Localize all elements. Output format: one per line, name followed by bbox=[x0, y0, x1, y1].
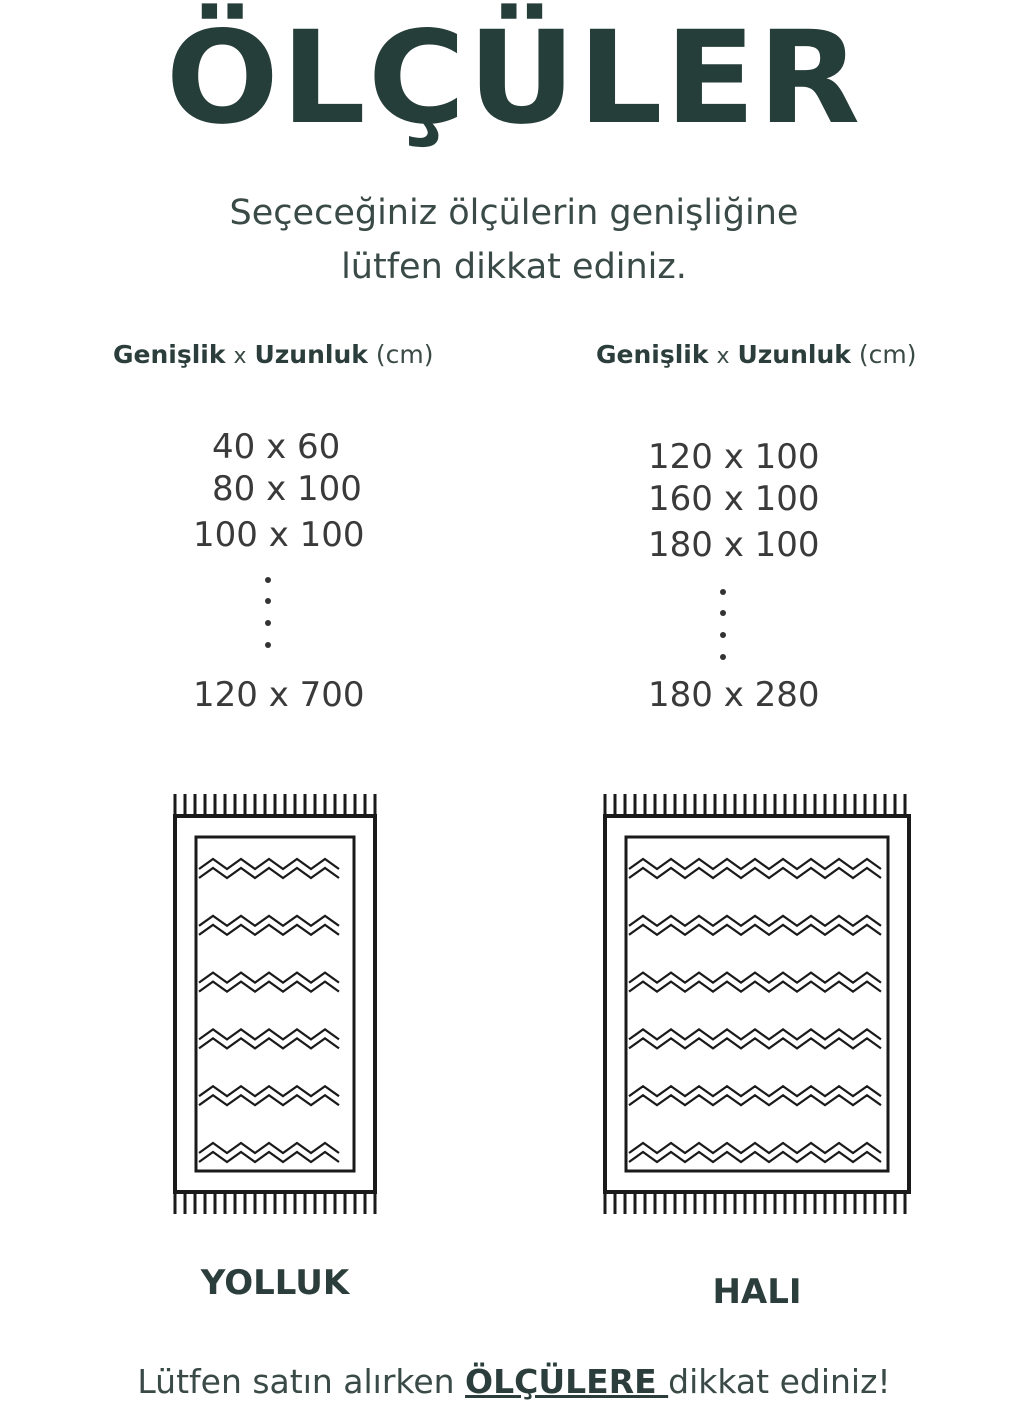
width-label: Genişlik bbox=[113, 340, 226, 369]
zigzag-line bbox=[629, 1095, 881, 1105]
times-sign: x bbox=[716, 344, 730, 369]
rug-inner-border bbox=[626, 837, 888, 1171]
times-sign: x bbox=[233, 344, 247, 369]
footer-note bbox=[0, 1362, 1028, 1401]
ellipsis-dot bbox=[265, 577, 271, 583]
unit-label: (cm) bbox=[858, 340, 917, 369]
ellipsis-dot bbox=[720, 610, 726, 616]
page-title: ÖLÇÜLER bbox=[165, 4, 863, 153]
zigzag-line bbox=[199, 1038, 339, 1048]
footer-text-before: Lütfen satın alırken bbox=[137, 1362, 466, 1401]
size-item-last: 120 x 700 bbox=[193, 675, 365, 715]
zigzag-line bbox=[199, 925, 339, 935]
size-item-last: 180 x 280 bbox=[648, 675, 820, 715]
size-item: 100 x 100 bbox=[193, 515, 365, 555]
right-column-header bbox=[596, 340, 916, 369]
zigzag-line bbox=[629, 868, 881, 878]
length-label: Uzunluk bbox=[254, 340, 368, 369]
rug-inner-border bbox=[196, 837, 354, 1171]
zigzag-line bbox=[199, 1152, 339, 1162]
subtitle-line-2: lütfen dikkat ediniz. bbox=[341, 247, 687, 287]
size-item: 80 x 100 bbox=[212, 469, 362, 509]
footer-text-after: dikkat ediniz! bbox=[668, 1362, 891, 1401]
subtitle-line-1: Seçeceğiniz ölçülerin genişliğine bbox=[229, 193, 799, 233]
length-label: Uzunluk bbox=[737, 340, 851, 369]
ellipsis-dot bbox=[720, 654, 726, 660]
runner-rug-icon bbox=[170, 792, 380, 1216]
zigzag-line bbox=[629, 1152, 881, 1162]
zigzag-line bbox=[199, 982, 339, 992]
size-item: 180 x 100 bbox=[648, 525, 820, 565]
area-rug-icon bbox=[600, 792, 914, 1216]
zigzag-line bbox=[199, 1095, 339, 1105]
rug-fringe bbox=[175, 794, 375, 1214]
zigzag-line bbox=[629, 982, 881, 992]
ellipsis-dot bbox=[265, 642, 271, 648]
width-label: Genişlik bbox=[596, 340, 709, 369]
ellipsis-dot bbox=[265, 598, 271, 604]
ellipsis-dot bbox=[720, 632, 726, 638]
zigzag-line bbox=[629, 925, 881, 935]
rug-label-area: HALI bbox=[712, 1272, 802, 1312]
size-item: 160 x 100 bbox=[648, 479, 820, 519]
left-column-header bbox=[113, 340, 433, 369]
size-item: 40 x 60 bbox=[212, 427, 341, 467]
ellipsis-dot bbox=[265, 620, 271, 626]
rug-label-runner: YOLLUK bbox=[200, 1263, 350, 1303]
zigzag-line bbox=[629, 1038, 881, 1048]
ellipsis-dot bbox=[720, 589, 726, 595]
zigzag-line bbox=[199, 868, 339, 878]
footer-emphasis: ÖLÇÜLERE bbox=[465, 1362, 669, 1401]
size-item: 120 x 100 bbox=[648, 437, 820, 477]
unit-label: (cm) bbox=[375, 340, 434, 369]
